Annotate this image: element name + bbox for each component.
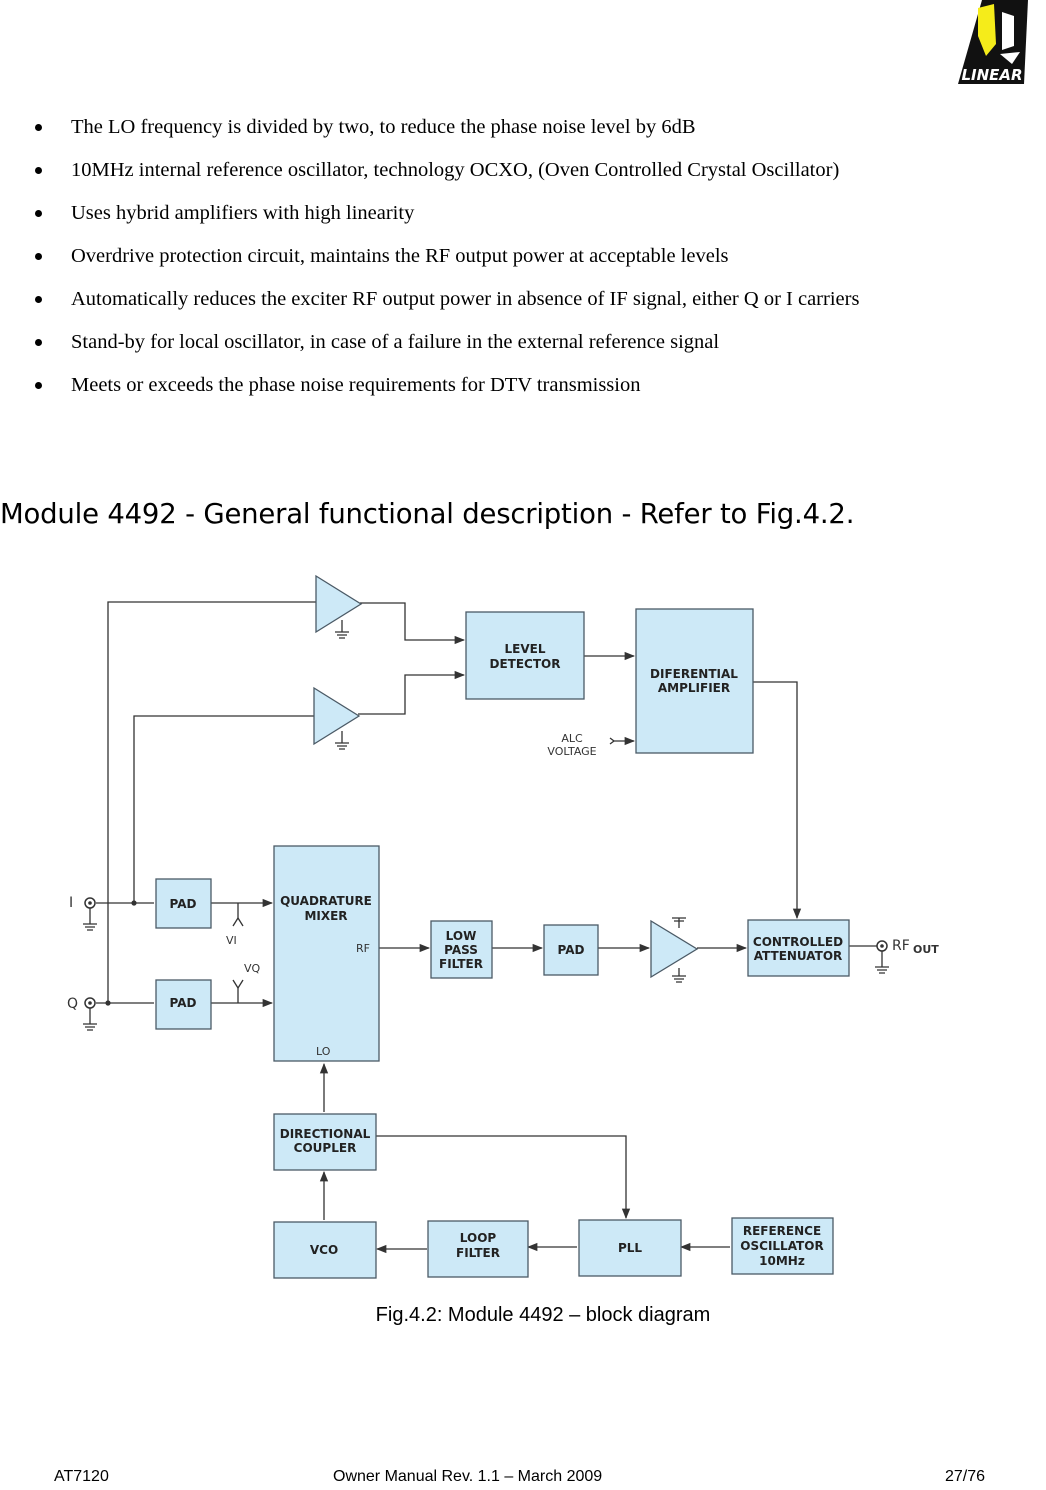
svg-text:RF: RF xyxy=(892,938,910,954)
svg-text:VQ: VQ xyxy=(244,962,261,975)
svg-text:VOLTAGE: VOLTAGE xyxy=(547,745,597,758)
bullet-icon xyxy=(35,382,42,389)
pad-i-block xyxy=(156,879,211,928)
pad-rf-block xyxy=(544,925,598,975)
list-item: Uses hybrid amplifiers with high linearity xyxy=(30,194,859,237)
svg-text:OUT: OUT xyxy=(913,943,939,956)
svg-text:MIXER: MIXER xyxy=(304,909,348,923)
logo-text: LINEAR xyxy=(961,66,1023,84)
svg-text:DIRECTIONAL: DIRECTIONAL xyxy=(279,1127,371,1141)
svg-text:DETECTOR: DETECTOR xyxy=(489,657,561,671)
pad-q-block xyxy=(156,980,211,1029)
svg-text:COUPLER: COUPLER xyxy=(293,1141,357,1155)
svg-text:LEVEL: LEVEL xyxy=(504,642,546,656)
svg-text:PAD: PAD xyxy=(169,897,197,911)
svg-text:OSCILLATOR: OSCILLATOR xyxy=(740,1239,824,1253)
bullet-icon xyxy=(35,339,42,346)
footer-page-number: 27/76 xyxy=(945,1468,986,1485)
list-item: Automatically reduces the exciter RF output power in absence of IF signal, either Q or I carriers xyxy=(30,280,859,323)
list-item: Meets or exceeds the phase noise requirements for DTV transmission xyxy=(30,366,859,409)
list-item: 10MHz internal reference oscillator, technology OCXO, (Oven Controlled Crystal Oscillator) xyxy=(30,151,859,194)
svg-text:10MHz: 10MHz xyxy=(759,1254,805,1268)
bullet-icon xyxy=(35,167,42,174)
svg-text:ALC: ALC xyxy=(561,732,583,745)
bullet-icon xyxy=(35,253,42,260)
svg-text:PAD: PAD xyxy=(557,943,585,957)
feature-list xyxy=(30,108,859,409)
bullet-icon xyxy=(35,124,42,131)
svg-text:FILTER: FILTER xyxy=(439,957,483,971)
svg-text:I: I xyxy=(69,895,74,911)
svg-text:CONTROLLED: CONTROLLED xyxy=(752,935,844,949)
low-pass-filter-block xyxy=(431,921,492,978)
svg-text:PASS: PASS xyxy=(444,943,478,957)
svg-text:VCO: VCO xyxy=(309,1243,339,1257)
svg-text:REFERENCE: REFERENCE xyxy=(742,1224,822,1238)
directional-coupler-block xyxy=(274,1114,376,1170)
linear-logo xyxy=(956,0,1028,84)
block-diagram xyxy=(0,560,1046,1290)
svg-text:DIFERENTIAL: DIFERENTIAL xyxy=(650,667,738,681)
svg-text:FILTER: FILTER xyxy=(456,1246,500,1260)
pll-block xyxy=(579,1220,681,1276)
bullet-icon xyxy=(35,210,42,217)
svg-text:ATTENUATOR: ATTENUATOR xyxy=(753,949,843,963)
svg-text:LOOP: LOOP xyxy=(459,1231,497,1245)
svg-text:LOW: LOW xyxy=(445,929,477,943)
loop-filter-block xyxy=(428,1221,528,1277)
svg-text:VI: VI xyxy=(226,934,237,947)
list-item: The LO frequency is divided by two, to reduce the phase noise level by 6dB xyxy=(30,108,859,151)
svg-text:LO: LO xyxy=(316,1045,331,1058)
level-amplifier-i xyxy=(316,576,361,632)
figure-caption: Fig.4.2: Module 4492 – block diagram xyxy=(375,1304,711,1326)
differential-amplifier-block xyxy=(636,609,753,753)
svg-text:Q: Q xyxy=(67,996,79,1012)
footer-title: Owner Manual Rev. 1.1 – March 2009 xyxy=(333,1468,603,1485)
reference-oscillator-block xyxy=(732,1218,833,1274)
controlled-attenuator-block xyxy=(748,920,849,976)
list-item: Stand-by for local oscillator, in case of a failure in the external reference signal xyxy=(30,323,859,366)
svg-text:RF: RF xyxy=(356,942,370,955)
level-amplifier-q xyxy=(314,688,359,744)
level-detector-block xyxy=(466,612,584,699)
list-item: Overdrive protection circuit, maintains the RF output power at acceptable levels xyxy=(30,237,859,280)
svg-text:PAD: PAD xyxy=(169,996,197,1010)
footer-doc-id: AT7120 xyxy=(54,1468,109,1485)
vco-block xyxy=(274,1222,376,1278)
svg-text:PLL: PLL xyxy=(617,1241,643,1255)
svg-text:QUADRATURE: QUADRATURE xyxy=(280,894,372,908)
rf-amplifier xyxy=(651,921,697,977)
quadrature-mixer-block xyxy=(274,846,379,1061)
section-heading: Module 4492 - General functional description - Refer to Fig.4.2. xyxy=(0,498,855,530)
bullet-icon xyxy=(35,296,42,303)
svg-text:AMPLIFIER: AMPLIFIER xyxy=(657,681,731,695)
